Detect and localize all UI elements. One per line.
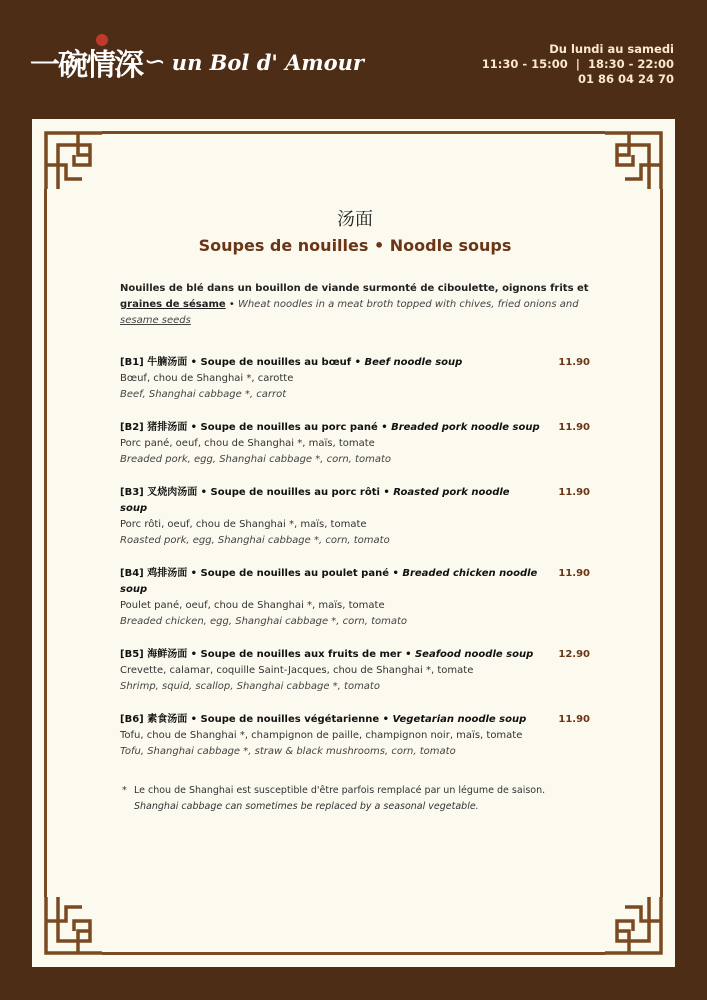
item-description-english: Breaded pork, egg, Shanghai cabbage *, corn, tomato bbox=[120, 454, 391, 465]
item-description: Porc rôti, oeuf, chou de Shanghai *, maïs, tomate bbox=[120, 519, 367, 530]
opening-hours bbox=[482, 42, 674, 87]
footnote-french: Le chou de Shanghai est susceptible d'être parfois remplacé par un légume de saison. bbox=[134, 785, 546, 796]
item-price: 11.90 bbox=[558, 422, 590, 433]
corner-ornament-top-left bbox=[38, 125, 110, 205]
menu-items bbox=[120, 355, 590, 760]
phone-number: 01 86 04 24 70 bbox=[577, 72, 674, 86]
restaurant-logo bbox=[30, 30, 364, 94]
border-right bbox=[660, 189, 663, 897]
item-description-english: Tofu, Shanghai cabbage *, straw & black mushrooms, corn, tomato bbox=[120, 746, 456, 757]
item-title-english: Beef noodle soup bbox=[364, 357, 463, 368]
footnote bbox=[120, 783, 590, 815]
swirl-icon: ∽ bbox=[144, 47, 166, 77]
item-description: Crevette, calamar, coquille Saint-Jacques, chou de Shanghai *, tomate bbox=[120, 665, 474, 676]
item-title: [B4] 鸡排汤面 • Soupe de nouilles au poulet pané • bbox=[120, 568, 399, 579]
section-title: Soupes de nouilles • Noodle soups bbox=[198, 236, 512, 255]
menu-item bbox=[120, 420, 590, 468]
item-title: [B2] 猪排汤面 • Soupe de nouilles au porc pané • bbox=[120, 422, 388, 433]
item-title: [B1] 牛腩汤面 • Soupe de nouilles au bœuf • bbox=[120, 357, 361, 368]
menu-item bbox=[120, 355, 590, 403]
item-title-english: Vegetarian noodle soup bbox=[392, 714, 527, 725]
border-bottom bbox=[102, 952, 605, 955]
item-description-english: Breaded chicken, egg, Shanghai cabbage *, corn, tomato bbox=[120, 616, 408, 627]
menu-item bbox=[120, 485, 590, 549]
intro-english-underlined: sesame seeds bbox=[120, 315, 191, 326]
item-description-english: Beef, Shanghai cabbage *, carrot bbox=[120, 389, 287, 400]
item-price: 11.90 bbox=[558, 357, 590, 368]
item-title-english: Breaded chicken noodle soup bbox=[120, 568, 538, 595]
border-left bbox=[44, 189, 47, 897]
logo-french: un Bol d' Amour bbox=[171, 49, 364, 75]
menu-item bbox=[120, 712, 590, 760]
footnote-english: Shanghai cabbage can sometimes be replaced by a seasonal vegetable. bbox=[134, 801, 479, 812]
menu-page bbox=[32, 119, 675, 967]
item-price: 12.90 bbox=[558, 649, 590, 660]
hours-days: Du lundi au samedi bbox=[549, 42, 674, 56]
item-description: Poulet pané, oeuf, chou de Shanghai *, maïs, tomate bbox=[120, 600, 385, 611]
section-title-chinese: 汤面 bbox=[337, 209, 373, 230]
item-description: Tofu, chou de Shanghai *, champignon de paille, champignon noir, maïs, tomate bbox=[120, 730, 523, 741]
menu-item bbox=[120, 566, 590, 630]
intro-english: Wheat noodles in a meat broth topped with chives, fried onions and bbox=[237, 299, 579, 310]
item-title: [B6] 素食汤面 • Soupe de nouilles végétarienne • bbox=[120, 714, 390, 725]
footnote-asterisk: * bbox=[122, 785, 127, 796]
logo-chinese: 一碗情深 bbox=[30, 40, 142, 84]
item-title: [B5] 海鲜汤面 • Soupe de nouilles aux fruits de mer • bbox=[120, 649, 412, 660]
section-intro: Nouilles de blé dans un bouillon de viande surmonté de ciboulette, oignons frits et graines de sésame • Wheat noodles in a meat broth topped with chives, fried onions and sesame seeds bbox=[120, 283, 589, 326]
item-description-english: Shrimp, squid, scallop, Shanghai cabbage *, tomato bbox=[120, 681, 380, 692]
item-title: [B3] 叉烧肉汤面 • Soupe de nouilles au porc rôti • bbox=[120, 487, 390, 498]
corner-ornament-top-right bbox=[597, 125, 669, 205]
item-description-english: Roasted pork, egg, Shanghai cabbage *, corn, tomato bbox=[120, 535, 390, 546]
corner-ornament-bottom-left bbox=[38, 881, 110, 961]
header bbox=[0, 0, 707, 118]
intro-french: Nouilles de blé dans un bouillon de viande surmonté de ciboulette, oignons frits et bbox=[120, 283, 589, 294]
hours-times: 11:30 - 15:00 | 18:30 - 22:00 bbox=[481, 57, 674, 71]
item-description: Bœuf, chou de Shanghai *, carotte bbox=[120, 373, 294, 384]
bowl-dot-icon bbox=[96, 34, 108, 46]
item-title-english: Roasted pork noodle soup bbox=[120, 487, 510, 514]
item-price: 11.90 bbox=[558, 714, 590, 725]
item-title-english: Seafood noodle soup bbox=[414, 649, 534, 660]
border-top bbox=[102, 131, 605, 134]
item-title-english: Breaded pork noodle soup bbox=[391, 422, 540, 433]
corner-ornament-bottom-right bbox=[597, 881, 669, 961]
item-price: 11.90 bbox=[558, 487, 590, 498]
menu-item bbox=[120, 647, 590, 695]
menu-content bbox=[120, 205, 590, 815]
item-price: 11.90 bbox=[558, 568, 590, 579]
item-description: Porc pané, oeuf, chou de Shanghai *, maïs, tomate bbox=[120, 438, 375, 449]
intro-french-underlined: graines de sésame bbox=[120, 299, 226, 310]
